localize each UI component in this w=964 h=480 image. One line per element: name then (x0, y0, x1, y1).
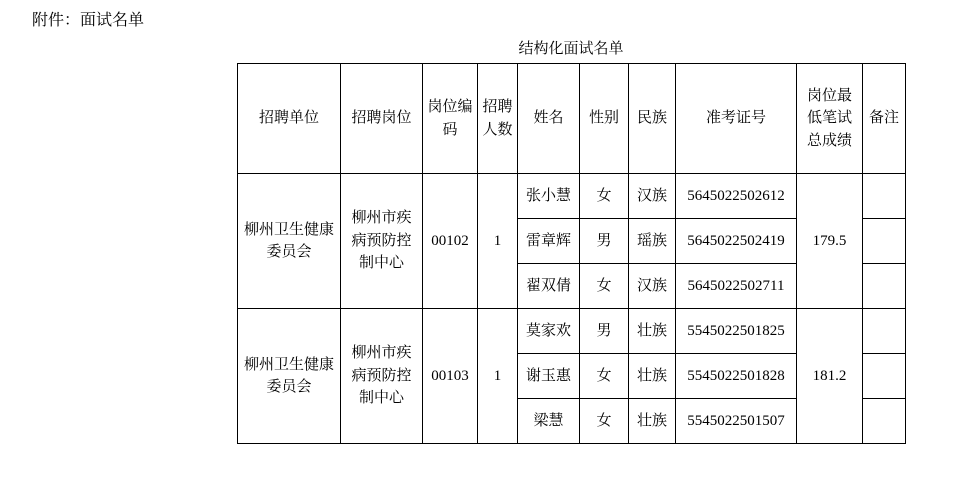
candidate-row (238, 174, 906, 219)
header-remark: 备注 (863, 64, 906, 174)
header-min-written-score: 岗位最低笔试总成绩 (797, 64, 863, 174)
ethnicity-cell: 壮族 (629, 309, 676, 354)
position-cell: 柳州市疾病预防控制中心 (341, 174, 423, 309)
ethnicity-cell: 汉族 (629, 264, 676, 309)
header-recruiting-post: 招聘岗位 (341, 64, 423, 174)
remark-cell (863, 309, 906, 354)
table-title: 结构化面试名单 (518, 41, 624, 57)
header-headcount: 招聘人数 (478, 64, 518, 174)
unit-cell: 柳州卫生健康委员会 (238, 309, 341, 444)
code-cell: 00102 (423, 174, 478, 309)
gender-cell: 男 (580, 309, 629, 354)
ticket-cell: 5545022501825 (676, 309, 797, 354)
header-ethnicity: 民族 (629, 64, 676, 174)
header-recruiting-unit: 招聘单位 (238, 64, 341, 174)
name-cell: 梁慧 (518, 399, 580, 444)
ethnicity-cell: 瑶族 (629, 219, 676, 264)
header-row (238, 64, 906, 174)
count-cell: 1 (478, 174, 518, 309)
ethnicity-cell: 汉族 (629, 174, 676, 219)
name-cell: 莫家欢 (518, 309, 580, 354)
interview-table (237, 63, 906, 444)
name-cell: 雷章辉 (518, 219, 580, 264)
remark-cell (863, 399, 906, 444)
score-cell: 179.5 (797, 174, 863, 309)
header-post-code: 岗位编码 (423, 64, 478, 174)
ticket-cell: 5545022501507 (676, 399, 797, 444)
gender-cell: 女 (580, 174, 629, 219)
gender-cell: 女 (580, 399, 629, 444)
attachment-title: 附件：面试名单 (32, 12, 145, 29)
remark-cell (863, 264, 906, 309)
ticket-cell: 5645022502711 (676, 264, 797, 309)
remark-cell (863, 354, 906, 399)
remark-cell (863, 174, 906, 219)
remark-cell (863, 219, 906, 264)
ethnicity-cell: 壮族 (629, 399, 676, 444)
ticket-cell: 5645022502419 (676, 219, 797, 264)
ticket-cell: 5645022502612 (676, 174, 797, 219)
position-cell: 柳州市疾病预防控制中心 (341, 309, 423, 444)
header-gender: 性别 (580, 64, 629, 174)
score-cell: 181.2 (797, 309, 863, 444)
name-cell: 张小慧 (518, 174, 580, 219)
header-ticket-number: 准考证号 (676, 64, 797, 174)
name-cell: 翟双倩 (518, 264, 580, 309)
ethnicity-cell: 壮族 (629, 354, 676, 399)
header-name: 姓名 (518, 64, 580, 174)
unit-cell: 柳州卫生健康委员会 (238, 174, 341, 309)
gender-cell: 女 (580, 354, 629, 399)
count-cell: 1 (478, 309, 518, 444)
ticket-cell: 5545022501828 (676, 354, 797, 399)
candidate-row (238, 309, 906, 354)
gender-cell: 女 (580, 264, 629, 309)
code-cell: 00103 (423, 309, 478, 444)
name-cell: 谢玉惠 (518, 354, 580, 399)
gender-cell: 男 (580, 219, 629, 264)
